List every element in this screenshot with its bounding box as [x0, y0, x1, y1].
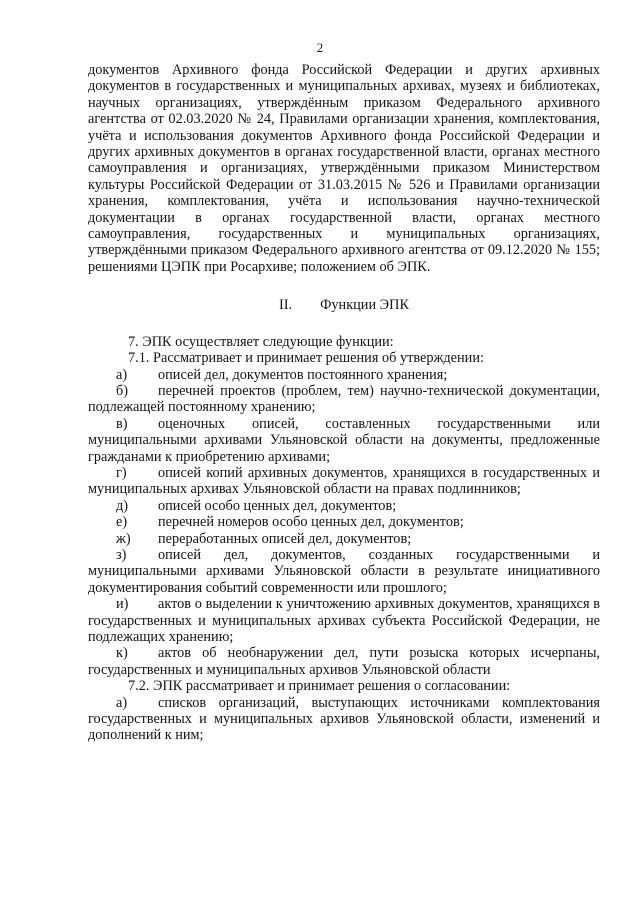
- list-item: [88, 465, 600, 498]
- section-number: II.: [279, 297, 293, 314]
- list-marker: и): [116, 596, 129, 613]
- section-heading: [88, 297, 600, 313]
- list-marker: б): [116, 382, 129, 399]
- list-item-text: перечней номеров особо ценных дел, документов;: [158, 514, 464, 531]
- list-marker: а): [116, 694, 128, 711]
- list-item-text: описей копий архивных документов, хранящихся в государственных и муниципальных архивах Ульяновской области на правах подлинников;: [88, 464, 600, 498]
- list-item: [88, 695, 600, 744]
- list-marker: з): [116, 546, 127, 563]
- list-item-text: описей дел, документов постоянного хранения;: [158, 366, 448, 383]
- list-marker: ж): [116, 530, 131, 547]
- section-title: Функции ЭПК: [320, 297, 409, 314]
- intro-paragraph: документов Архивного фонда Российской Федерации и других архивных документов в государственных и муниципальных архивах, музеях и библиотеках, научных организациях, утверждённым приказом Федерального архивного агентства от 02.03.2020 № 24, Правилами организации хранения, комплектования, учёта и использования документов Архивного фонда Российской Федерации и других архивных документов в органах государственной власти, органах местного самоуправления и организациях, утверждёнными приказом Министерством культуры Российской Федерации от 31.03.2015 № 526 и Правилами организации хранения, комплектования, учёта и использования научно-технической документации в органах государственной власти, органах местного самоуправления, государственных и муниципальных организациях, утверждёнными приказом Федерального архивного агентства от 09.12.2020 № 155; решениями ЦЭПК при Росархиве; положением об ЭПК.: [88, 62, 600, 275]
- page-number: 2: [316, 40, 324, 55]
- list-item: [88, 645, 600, 678]
- list-marker: е): [116, 514, 128, 531]
- list-item: [88, 547, 600, 596]
- list-item: [88, 498, 600, 514]
- list-item-text: описей особо ценных дел, документов;: [158, 497, 397, 514]
- agreement-list: [88, 695, 600, 744]
- list-marker: а): [116, 366, 128, 383]
- clause-7-1: 7.1. Рассматривает и принимает решения об утверждении:: [128, 350, 484, 367]
- list-marker: в): [116, 415, 128, 432]
- list-marker: к): [116, 645, 128, 662]
- list-item-text: актов об необнаружении дел, пути розыска которых исчерпаны, государственных и муниципальных архивов Ульяновской области: [88, 645, 600, 678]
- list-item-text: переработанных описей дел, документов;: [158, 530, 412, 547]
- clause-7: 7. ЭПК осуществляет следующие функции:: [128, 333, 394, 350]
- list-item-text: перечней проектов (проблем, тем) научно-технической документации, подлежащей постоянному хранению;: [88, 382, 600, 416]
- document-body: [88, 62, 600, 744]
- list-item-text: оценочных описей, составленных государственными или муниципальными архивами Ульяновской области на документы, предложенные гражданами к приобретению архивами;: [88, 415, 600, 465]
- list-item-text: списков организаций, выступающих источниками комплектования государственных и муниципальных архивов Ульяновской области, изменений и дополнений к ним;: [88, 694, 600, 744]
- list-item: [88, 531, 600, 547]
- list-item: [88, 416, 600, 465]
- list-item: [88, 383, 600, 416]
- list-marker: г): [116, 464, 127, 481]
- approval-list: [88, 367, 600, 679]
- list-item: [88, 514, 600, 530]
- list-item: [88, 596, 600, 645]
- list-item-text: описей дел, документов, созданных государственными и муниципальными архивами Ульяновской области в результате инициативного документирования событий современности или прошлого;: [88, 546, 600, 596]
- list-item-text: актов о выделении к уничтожению архивных документов, хранящихся в государственных и муниципальных архивах субъекта Российской Федерации, не подлежащих хранению;: [88, 596, 600, 645]
- list-marker: д): [116, 497, 129, 514]
- clause-7-2: 7.2. ЭПК рассматривает и принимает решения о согласовании:: [128, 678, 511, 695]
- list-item: [88, 367, 600, 383]
